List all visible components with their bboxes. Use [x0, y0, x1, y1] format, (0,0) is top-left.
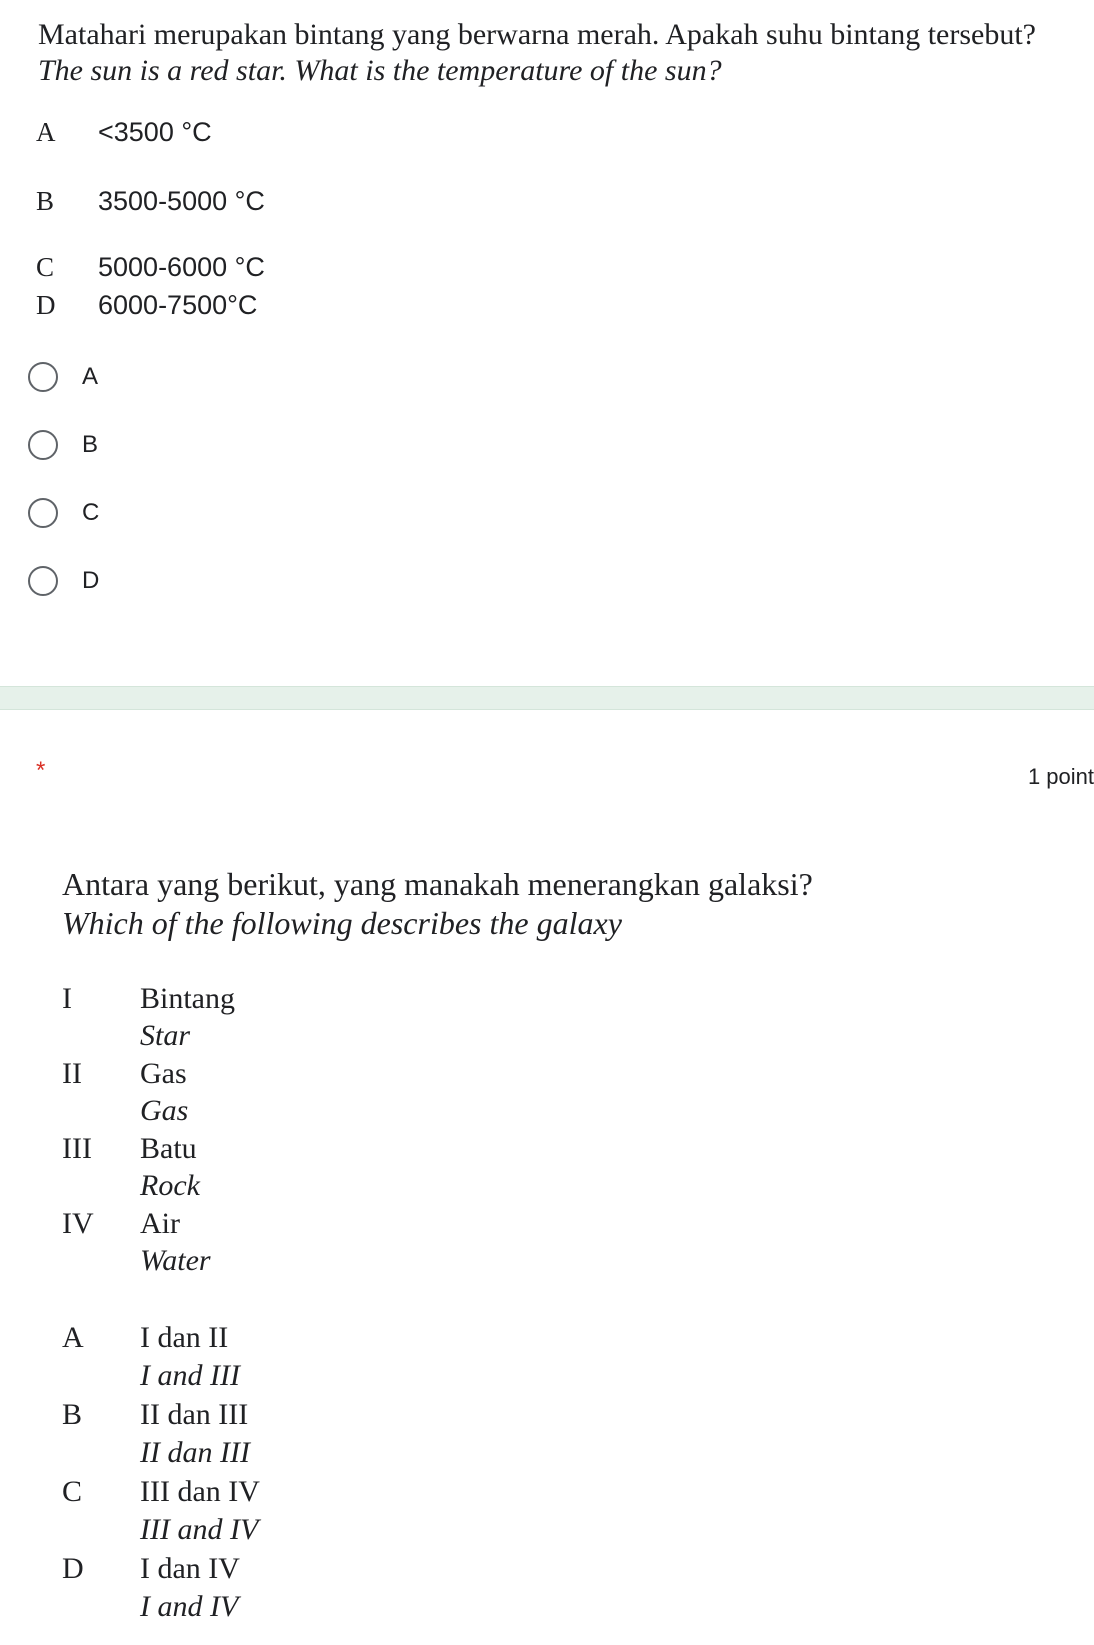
q2-option-english: I and IV [140, 1590, 239, 1623]
q1-option-text: 5000-6000 °C [98, 252, 265, 282]
radio-button[interactable] [28, 362, 58, 392]
radio-label: A [82, 363, 99, 390]
item-text-malay: Bintang [140, 982, 235, 1015]
question1-text-malay: Matahari merupakan bintang yang berwarna merah. Apakah suhu bintang tersebut? [38, 18, 1036, 51]
item-text-english: Water [140, 1244, 211, 1277]
q1-option-letter: B [36, 186, 55, 216]
radio-button[interactable] [28, 566, 58, 596]
q2-option-malay: I dan IV [140, 1552, 240, 1585]
q2-option-letter: C [62, 1475, 83, 1508]
q2-option-english: III and IV [140, 1513, 259, 1546]
item-text-english: Gas [140, 1094, 189, 1127]
radio-label: D [82, 567, 100, 594]
radio-option-d[interactable] [28, 566, 99, 596]
item-text-malay: Gas [140, 1057, 187, 1090]
item-numeral: I [62, 982, 72, 1015]
radio-option-b[interactable] [28, 430, 98, 460]
q2-option-letter: D [62, 1552, 84, 1585]
question2-text-english: Which of the following describes the galaxy [62, 905, 622, 941]
q1-option-letter: A [36, 117, 56, 147]
item-numeral: III [62, 1132, 92, 1165]
item-text-malay: Air [140, 1207, 180, 1240]
section-divider [0, 686, 1094, 710]
item-text-english: Rock [140, 1169, 200, 1202]
q1-option-text: 6000-7500°C [98, 290, 258, 320]
radio-button[interactable] [28, 498, 58, 528]
required-marker: * [36, 757, 46, 784]
q2-option-english: II dan III [140, 1436, 250, 1469]
q2-option-letter: B [62, 1398, 83, 1431]
q2-option-letter: A [62, 1321, 84, 1354]
item-numeral: IV [62, 1207, 94, 1240]
q2-option-english: I and III [140, 1359, 240, 1392]
radio-option-a[interactable] [28, 362, 98, 392]
radio-button[interactable] [28, 430, 58, 460]
q2-option-malay: III dan IV [140, 1475, 260, 1508]
q1-option-text: 3500-5000 °C [98, 186, 265, 216]
question1-text-english: The sun is a red star. What is the temperature of the sun? [38, 54, 722, 87]
radio-label: B [82, 431, 99, 458]
radio-label: C [82, 499, 100, 526]
q2-option-malay: II dan III [140, 1398, 249, 1431]
item-numeral: II [62, 1057, 82, 1090]
q1-option-letter: D [36, 290, 56, 320]
item-text-malay: Batu [140, 1132, 197, 1165]
q1-option-letter: C [36, 252, 55, 282]
question2-text-malay: Antara yang berikut, yang manakah menerangkan galaksi? [62, 866, 813, 902]
points-label: 1 point [1027, 764, 1094, 789]
item-text-english: Star [140, 1019, 191, 1052]
q2-option-malay: I dan II [140, 1321, 229, 1354]
radio-option-c[interactable] [28, 498, 99, 528]
q1-option-text: <3500 °C [98, 117, 212, 147]
